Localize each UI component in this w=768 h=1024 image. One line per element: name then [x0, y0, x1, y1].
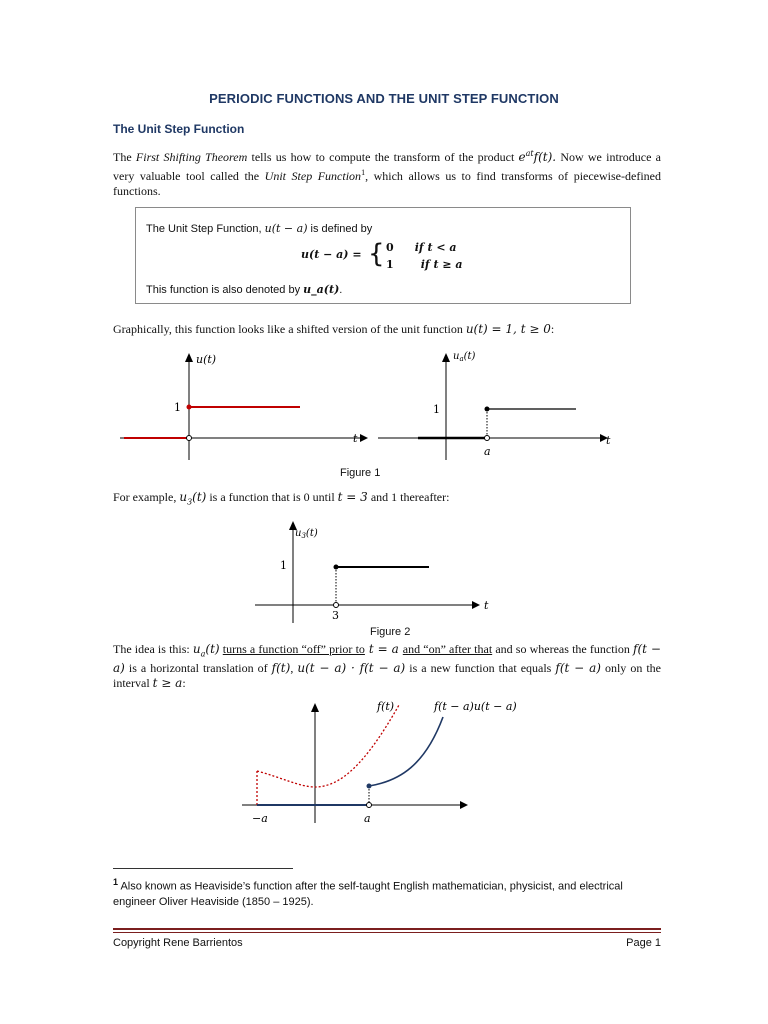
- fig1-right-open-dot: [485, 436, 490, 441]
- case-1: 0 if t < a: [386, 241, 457, 254]
- fig2-closed-dot: [334, 565, 339, 570]
- fig2-x-arrow: [472, 601, 480, 609]
- fig3-xtick-pos: a: [364, 812, 371, 825]
- tool-name: Unit Step Function: [264, 169, 362, 183]
- case-2: 1 if t ≥ a: [386, 258, 463, 271]
- figure-2: [250, 515, 500, 625]
- graph-intro: Graphically, this function looks like a shifted version of the unit function u(t) = 1, t ≥ 0:: [113, 322, 555, 336]
- fig3-y-arrow: [311, 703, 319, 712]
- example-paragraph: For example, $u_3(t)$ is a function that is 0 until t = 3 and 1 thereafter:: [113, 490, 450, 507]
- fig2-ylabel: $u_3(t)$: [295, 528, 318, 540]
- fig1-right-ytick: 1: [433, 403, 440, 416]
- footnote: $^1$ Also known as Heaviside’s function after the self-taught English mathematician, physicist, and electrical engineer Oliver Heaviside (1850 – 1925).: [113, 877, 623, 908]
- fig1-right-closed-dot: [485, 407, 490, 412]
- intro-paragraph: The First Shifting Theorem tells us how to compute the transform of the product $e^{at}f(t)$. Now we introduce a very valuable tool called the Unit Step Function$^1$, which allows us to find transforms of piecewise-defined functions.: [113, 149, 662, 198]
- fig1-left-xlabel: t: [353, 432, 358, 445]
- brace: {: [368, 239, 385, 269]
- figure-1-caption: Figure 1: [340, 467, 381, 479]
- definition-equation: u(t − a) =: [301, 248, 362, 261]
- fig3-closed-dot: [367, 784, 372, 789]
- fig1-left-x-arrow: [360, 434, 368, 442]
- fig2-xlabel: t: [484, 599, 489, 612]
- fig1-left-y-arrow: [185, 353, 193, 362]
- fig3-xtick-neg: −a: [252, 812, 268, 825]
- fig3-label-shift: f(t − a)u(t − a): [434, 700, 517, 713]
- section-heading: The Unit Step Function: [113, 122, 245, 136]
- fig1-left-ylabel: u(t): [196, 353, 217, 366]
- fig3-x-arrow: [460, 801, 468, 809]
- fig1-right-xlabel: t: [606, 434, 611, 447]
- fig1-left-ytick: 1: [174, 401, 181, 414]
- idea-paragraph: The idea is this: $u_a(t)$ turns a function “off” prior to t = a and “on” after that and so whereas the function f(t − a) is a horizontal translation of f(t), u(t − a) · f(t − a) is a new function that equals f(t − a) only on the interval t ≥ a:: [113, 642, 662, 691]
- definition-box: [135, 207, 631, 304]
- footer-copyright: Copyright Rene Barrientos: [113, 937, 243, 949]
- fig3-open-dot: [367, 803, 372, 808]
- fig3-shifted-curve: [369, 717, 443, 786]
- definition-line-1: The Unit Step Function, u(t − a) is defined by: [146, 222, 373, 235]
- product-expression: $e^{at}f(t)$.: [518, 149, 557, 164]
- fig1-right-ylabel: $u_a(t)$: [453, 351, 476, 363]
- figure-1: [110, 345, 630, 465]
- fig1-left-closed-dot: [187, 405, 192, 410]
- footer-rule-thick: [113, 928, 661, 930]
- footer-page-number: Page 1: [626, 937, 661, 949]
- footnote-rule: [113, 868, 293, 869]
- fig3-label-f: f(t): [377, 700, 395, 713]
- fig1-left-open-dot: [187, 436, 192, 441]
- fig1-right-xtick: a: [484, 445, 491, 458]
- definition-line-3: This function is also denoted by u_a(t).: [146, 283, 343, 296]
- fig2-open-dot: [334, 603, 339, 608]
- page-title: PERIODIC FUNCTIONS AND THE UNIT STEP FUNCTION: [209, 91, 559, 106]
- fig1-right-y-arrow: [442, 353, 450, 362]
- figure-2-caption: Figure 2: [370, 626, 411, 638]
- figure-3: [240, 695, 540, 835]
- footer-rule-thin: [113, 932, 661, 933]
- theorem-name: First Shifting Theorem: [135, 150, 248, 164]
- fig2-ytick: 1: [280, 559, 287, 572]
- fig2-xtick: 3: [332, 609, 339, 622]
- fig3-f-curve: [257, 705, 399, 805]
